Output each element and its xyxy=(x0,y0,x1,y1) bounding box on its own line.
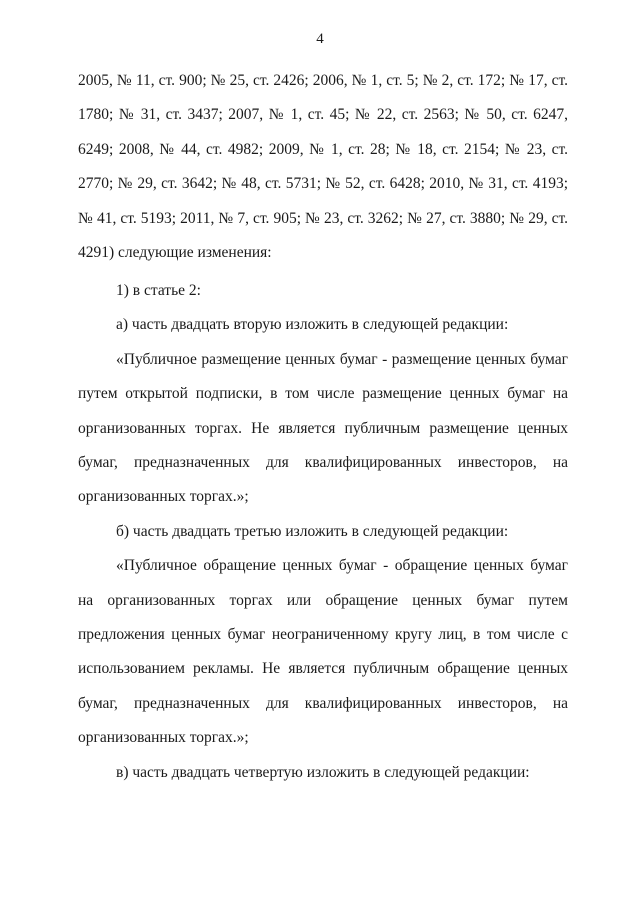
paragraph-5-part-23: б) часть двадцать третью изложить в следующей редакции: xyxy=(116,522,509,540)
page-number: 4 xyxy=(316,31,324,47)
paragraph-3-part-22: а) часть двадцать вторую изложить в следующей редакции: xyxy=(116,316,509,334)
paragraph-4-public-placement: «Публичное размещение ценных бумаг - размещение ценных бумаг путем открытой подписки, в том числе размещение ценных бумаг на организованных торгах. Не является публичным размещение ценных бумаг, предназначенных для квалифицированных инвесторов, на организованных торгах.»; xyxy=(78,350,568,506)
paragraph-7-part-24: в) часть двадцать четвертую изложить в следующей редакции: xyxy=(116,763,530,781)
paragraph-2-article-2: 1) в статье 2: xyxy=(116,282,201,299)
amendments-block xyxy=(78,274,568,790)
intro-paragraph-block xyxy=(78,64,568,270)
paragraph-6-public-circulation: «Публичное обращение ценных бумаг - обращение ценных бумаг на организованных торгах или обращение ценных бумаг путем предложения ценных бумаг неограниченному кругу лиц, в том числе с использованием рекламы. Не является публичным обращение ценных бумаг, предназначенных для квалифицированных инвесторов, на организованных торгах.»; xyxy=(78,557,568,747)
paragraph-1-law-references: 2005, № 11, ст. 900; № 25, ст. 2426; 2006, № 1, ст. 5; № 2, ст. 172; № 17, ст. 1780; № 31, ст. 3437; 2007, № 1, ст. 45; № 22, ст. 2563; № 50, ст. 6247, 6249; 2008, № 44, ст. 4982; 2009, № 1, ст. 28; № 18, ст. 2154; № 23, ст. 2770; № 29, ст. 3642; № 48, ст. 5731; № 52, ст. 6428; 2010, № 31, ст. 4193; № 41, ст. 5193; 2011, № 7, ст. 905; № 23, ст. 3262; № 27, ст. 3880; № 29, ст. 4291) следующие изменения: xyxy=(78,72,568,262)
